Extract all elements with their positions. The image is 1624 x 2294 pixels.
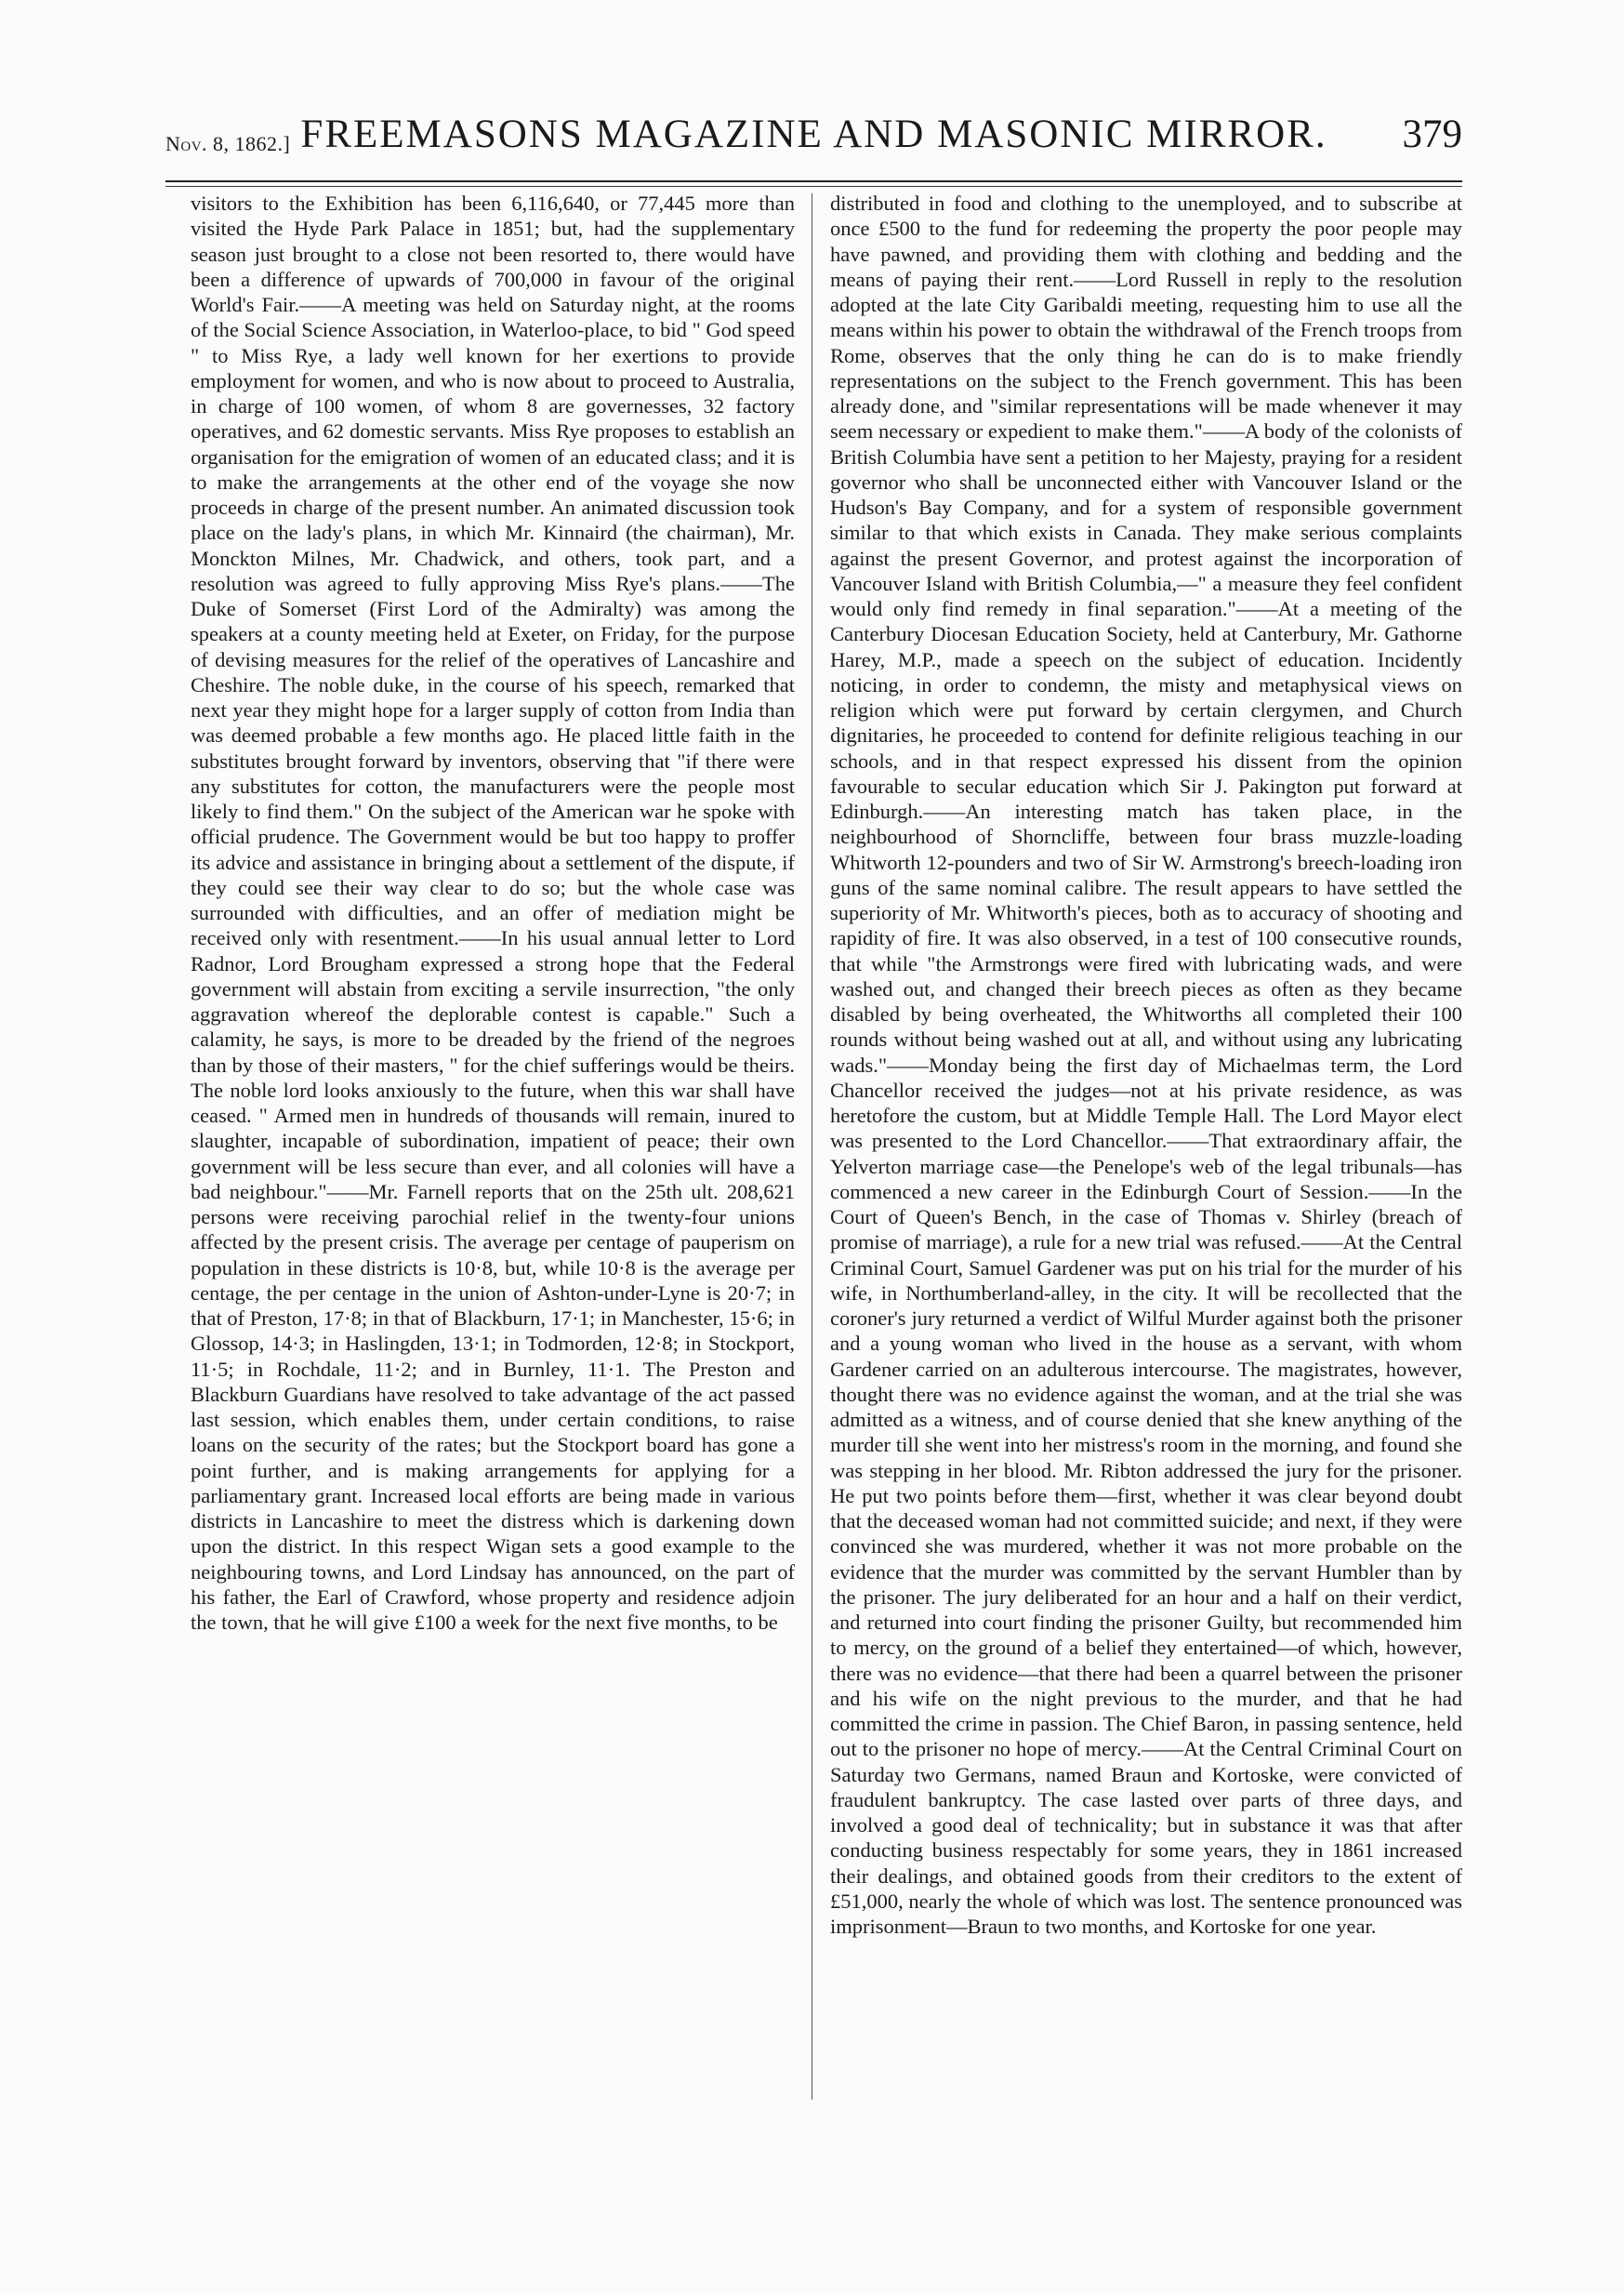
header-rule-thin: [165, 186, 1462, 187]
right-column: [830, 191, 1462, 1939]
header-rule-thick: [165, 180, 1462, 182]
right-column-text: distributed in food and clothing to the unemployed, and to subscribe at once £500 to the fund for redeeming the property the poor people may have pawned, and providing them with clothing and bedding and the means of paying their rent.——Lord Russell in reply to the resolution adopted at the late City Garibaldi meeting, requesting him to use all the means within his power to obtain the withdrawal of the French troops from Rome, observes that the only thing he can do is to make friendly representations on the subject to the French government. This has been already done, and "similar representations will be made whenever it may seem necessary or expedient to make them."——A body of the colonists of British Columbia have sent a petition to her Majesty, praying for a resident governor who shall be unconnected either with Vancouver Island or the Hudson's Bay Company, and for a system of responsible government similar to that which exists in Canada. They make serious complaints against the present Governor, and protest against the incorporation of Vancouver Island with British Columbia,—" a measure they feel confident would only find remedy in final separation."——At a meeting of the Canterbury Diocesan Education Society, held at Canterbury, Mr. Gathorne Harey, M.P., made a speech on the subject of education. Incidently noticing, in order to condemn, the misty and metaphysical views on religion which were put forward by certain clergymen, and Church dignitaries, he proceeded to contend for definite religious teaching in our schools, and in that respect expressed his dissent from the opinion favourable to secular education which Sir J. Pakington put forward at Edinburgh.——An interesting match has taken place, in the neighbourhood of Shorncliffe, between four brass muzzle-loading Whitworth 12-pounders and two of Sir W. Armstrong's breech-loading iron guns of the same nominal calibre. The result appears to have settled the superiority of Mr. Whitworth's pieces, both as to accuracy of shooting and rapidity of fire. It was also observed, in a test of 100 consecutive rounds, that while "the Armstrongs were fired with lubricating wads, and were washed out, and changed their breech pieces as often as they became disabled by being overheated, the Whitworths all completed their 100 rounds without being washed out at all, and without using any lubricating wads."——Monday being the first day of Michaelmas term, the Lord Chancellor received the judges—not at his private residence, as was heretofore the custom, but at Middle Temple Hall. The Lord Mayor elect was presented to the Lord Chancellor.——That extraordinary affair, the Yelverton marriage case—the Penelope's web of the legal tribunals—has commenced a new career in the Edinburgh Court of Session.——In the Court of Queen's Bench, in the case of Thomas v. Shirley (breach of promise of marriage), a rule for a new trial was refused.——At the Central Criminal Court, Samuel Gardener was put on his trial for the murder of his wife, in Northumberland-alley, in the city. It will be recollected that the coroner's jury returned a verdict of Wilful Murder against both the prisoner and a young woman who lived in the house as a servant, with whom Gardener carried on an adulterous intercourse. The magistrates, however, thought there was no evidence against the woman, and at the trial she was admitted as a witness, and of course denied that she knew anything of the murder till she went into her mistress's room in the morning, and found she was stepping in her blood. Mr. Ribton addressed the jury for the prisoner. He put two points before them—first, whether it was clear beyond doubt that the deceased woman had not committed suicide; and next, if they were convinced she was murdered, whether it was not more probable on the evidence that the murder was committed by the servant Humbler than by the prisoner. The jury deliberated for an hour and a half on their verdict, and returned into court finding the prisoner Guilty, but recommended him to mercy, on the ground of a belief they entertained—of which, however, there was no evidence—that there had been a quarrel between the prisoner and his wife on the night previous to the murder, and that he had committed the crime in passion. The Chief Baron, in passing sentence, held out to the prisoner no hope of mercy.——At the Central Criminal Court on Saturday two Germans, named Braun and Kortoske, were convicted of fraudulent bankruptcy. The case lasted over parts of three days, and involved a good deal of technicality; but in substance it was that after conducting business respectably for some years, they in 1861 increased their dealings, and obtained goods from their creditors to the extent of £51,000, nearly the whole of which was lost. The sentence pronounced was imprisonment—Braun to two months, and Kortoske for one year.: [830, 192, 1462, 1938]
page-header: [165, 112, 1462, 167]
page-number: 379: [1402, 113, 1462, 156]
left-column-text: visitors to the Exhibition has been 6,116,640, or 77,445 more than visited the Hyde Park Palace in 1851; but, had the supplementary season just brought to a close not been resorted to, there would have been a difference of upwards of 700,000 in favour of the original World's Fair.——A meeting was held on Saturday night, at the rooms of the Social Science Association, in Waterloo-place, to bid " God speed " to Miss Rye, a lady well known for her exertions to provide employment for women, and who is now about to proceed to Australia, in charge of 100 women, of whom 8 are governesses, 32 factory operatives, and 62 domestic servants. Miss Rye proposes to establish an organisation for the emigration of women of an educated class; and it is to make the arrangements at the other end of the voyage she now proceeds in charge of the present number. An animated discussion took place on the lady's plans, in which Mr. Kinnaird (the chairman), Mr. Monckton Milnes, Mr. Chadwick, and others, took part, and a resolution was agreed to fully approving Miss Rye's plans.——The Duke of Somerset (First Lord of the Admiralty) was among the speakers at a county meeting held at Exeter, on Friday, for the purpose of devising measures for the relief of the operatives of Lancashire and Cheshire. The noble duke, in the course of his speech, remarked that next year they might hope for a larger supply of cotton from India than was deemed probable a few months ago. He placed little faith in the substitutes brought forward by inventors, observing that "if there were any substitutes for cotton, the manufacturers were the people most likely to find them." On the subject of the American war he spoke with official prudence. The Government would be but too happy to proffer its advice and assistance in bringing about a settlement of the dispute, if they could see their way clear to do so; but the whole case was surrounded with difficulties, and an offer of mediation might be received only with resentment.——In his usual annual letter to Lord Radnor, Lord Brougham expressed a strong hope that the Federal government will abstain from exciting a servile insurrection, "the only aggravation whereof the deplorable contest is capable." Such a calamity, he says, is more to be dreaded by the friend of the negroes than by those of their masters, " for the chief sufferings would be theirs. The noble lord looks anxiously to the future, when this war shall have ceased. " Armed men in hundreds of thousands will remain, inured to slaughter, incapable of subordination, impatient of peace; their own government will be less secure than ever, and all colonies will have a bad neighbour."——Mr. Farnell reports that on the 25th ult. 208,621 persons were receiving parochial relief in the twenty-four unions affected by the present crisis. The average per centage of pauperism on population in these districts is 10·8, but, while 10·8 is the average per centage, the per centage in the union of Ashton-under-Lyne is 20·7; in that of Preston, 17·8; in that of Blackburn, 17·1; in Manchester, 15·6; in Glossop, 14·3; in Haslingden, 13·1; in Todmorden, 12·8; in Stockport, 11·5; in Rochdale, 11·2; and in Burnley, 11·1. The Preston and Blackburn Guardians have resolved to take advantage of the act passed last session, which enables them, under certain conditions, to raise loans on the security of the rates; but the Stockport board has gone a point further, and is making arrangements for applying for a parliamentary grant. Increased local efforts are being made in various districts in Lancashire to meet the distress which is darkening down upon the district. In this respect Wigan sets a good example to the neighbouring towns, and Lord Lindsay has announced, on the part of his father, the Earl of Crawford, whose property and residence adjoin the town, that he will give £100 a week for the next five months, to be: [191, 192, 795, 1634]
left-column: [191, 191, 795, 1635]
publication-title: FREEMASONS MAGAZINE AND MASONIC MIRROR.: [300, 113, 1327, 156]
issue-date: Nov. 8, 1862.]: [165, 132, 291, 155]
